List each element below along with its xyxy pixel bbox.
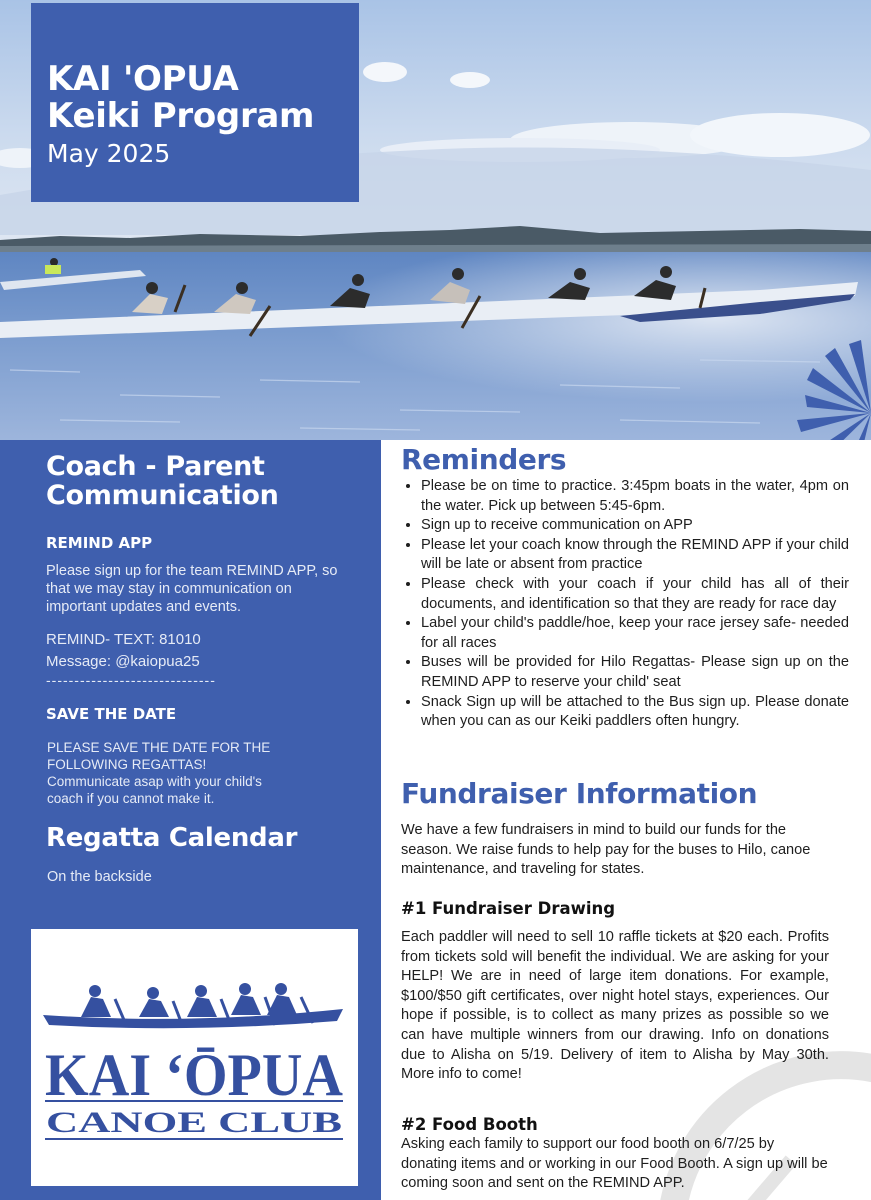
remind-app-text: Please sign up for the team REMIND APP, so that we may stay in communication on important updates and events. [46, 563, 338, 615]
fundraiser-drawing-text: Each paddler will need to sell 10 raffle tickets at $20 each. Profits from tickets sold will benefit the individual. We are asking for your HELP! We are in need of large item donations. For example, $100/$50 gift certificates, over night hotel stays, experiences. Our hope if possible, is to collect as many prizes as possible so we can have multiple winners from our drawing. Info on donations due to Alisha on 5/19. Delivery of item to Alisha by May 30th. More info to come! [401, 929, 829, 1083]
food-booth-heading: #2 Food Booth [401, 1115, 538, 1134]
reminder-item: • Sign up to receive communication on APP [421, 516, 849, 536]
save-the-date-text [47, 739, 347, 807]
sidebar [0, 440, 381, 1200]
coach-parent-heading-line1: Coach - Parent [46, 451, 265, 482]
reminder-item: • Please let your coach know through the REMIND APP if your child will be late or absent from practice [421, 536, 849, 575]
regatta-calendar-text: On the backside [47, 869, 152, 885]
reminders-heading: Reminders [401, 443, 567, 476]
reminders-list [401, 477, 849, 732]
program-title-line2: Keiki Program [47, 96, 315, 136]
remind-message: Message: @kaiopua25 [46, 653, 200, 670]
remind-app-heading: REMIND APP [46, 534, 153, 552]
save-text-line1: PLEASE SAVE THE DATE FOR THE [47, 740, 271, 755]
fundraiser-drawing-heading: #1 Fundraiser Drawing [401, 899, 616, 918]
title-box [31, 3, 359, 202]
reminder-item: • Label your child's paddle/hoe, keep your race jersey safe- needed for all races [421, 614, 849, 653]
dashed-divider: ------------------------------ [46, 672, 216, 688]
club-logo [31, 929, 358, 1186]
coach-parent-heading [46, 452, 279, 510]
program-title-line1: KAI 'OPUA [47, 59, 239, 99]
remind-code: REMIND- TEXT: 81010 [46, 631, 201, 648]
regatta-calendar-heading: Regatta Calendar [46, 823, 298, 853]
main-content [381, 440, 871, 1200]
program-date: May 2025 [47, 139, 171, 168]
reminder-item: • Please check with your coach if your child has all of their documents, and identification so that they are ready for race day [421, 575, 849, 614]
save-text-line2: FOLLOWING REGATTAS! [47, 757, 207, 772]
reminder-item: • Buses will be provided for Hilo Regattas- Please sign up on the REMIND APP to reserve your child' seat [421, 653, 849, 692]
save-text-line4: coach if you cannot make it. [47, 791, 215, 806]
save-the-date-heading: SAVE THE DATE [46, 705, 177, 723]
fundraiser-heading: Fundraiser Information [401, 777, 758, 810]
logo-club-name: KAI ‘ŌPUA [45, 1042, 343, 1108]
coach-parent-heading-line2: Communication [46, 480, 279, 511]
food-booth-text: Asking each family to support our food booth on 6/7/25 by donating items and or working in our Food Booth. A sign up will be coming soon and sent on the REMIND APP. [401, 1136, 828, 1192]
logo-canoe-club: CANOE CLUB [46, 1106, 342, 1139]
canoe-logo-icon [31, 929, 358, 1186]
fundraiser-intro: We have a few fundraisers in mind to build our funds for the season. We raise funds to help pay for the buses to Hilo, canoe maintenance, and traveling for states. [401, 822, 811, 878]
save-text-line3: Communicate asap with your child's [47, 774, 262, 789]
reminder-item: • Please be on time to practice. 3:45pm boats in the water, 4pm on the water. Pick up between 5:45-6pm. [421, 477, 849, 516]
reminder-item: • Snack Sign up will be attached to the Bus sign up. Please donate when you can as our Keiki paddlers often hungry. [421, 693, 849, 732]
